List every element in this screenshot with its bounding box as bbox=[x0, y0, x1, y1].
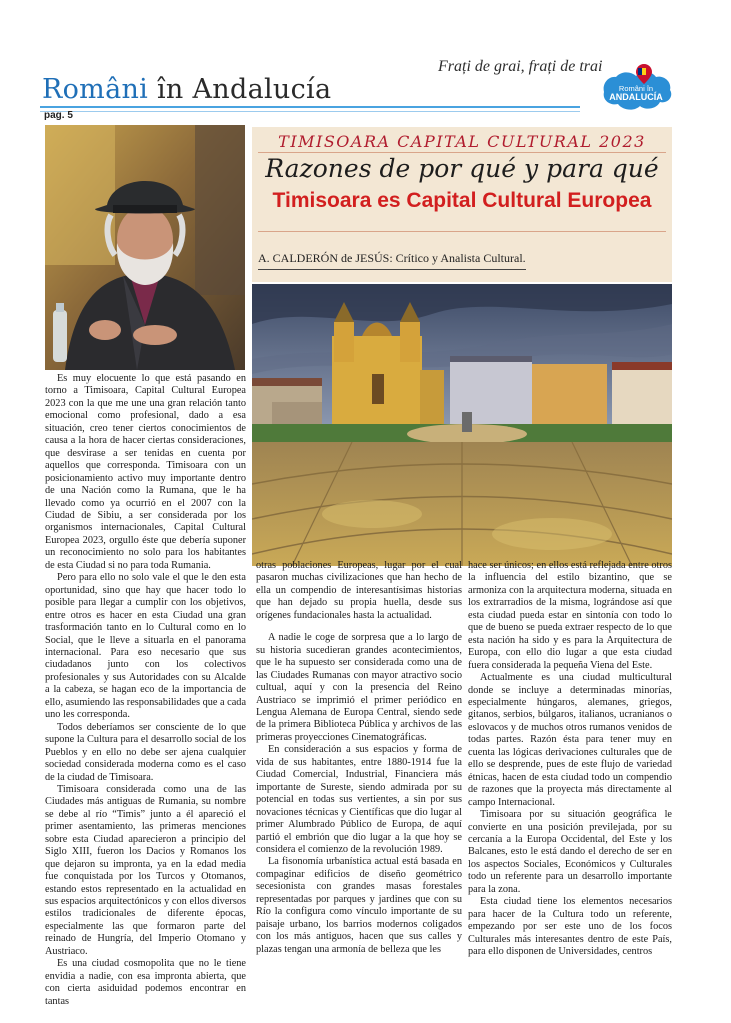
masthead-title-romani: Români bbox=[42, 74, 149, 105]
article-title-line-2: Timisoara es Capital Cultural Europea bbox=[272, 189, 652, 212]
logo-line-2: ANDALUCÍA bbox=[609, 92, 663, 102]
masthead-divider-thin bbox=[40, 111, 580, 112]
article-column-2 bbox=[256, 560, 462, 956]
masthead-divider bbox=[40, 106, 580, 108]
article-column-1 bbox=[45, 373, 246, 1008]
article-column-3 bbox=[468, 560, 672, 959]
article-header bbox=[252, 127, 672, 282]
cathedral-square-photo bbox=[252, 284, 672, 566]
article-title-line-1: Razones de por qué y para qué bbox=[265, 154, 659, 183]
paragraph: Es una ciudad cosmopolita que no le tiene envidia a nadie, con esa impronta abierta, que con cierta asiduidad podemos encontrar en tantas bbox=[45, 958, 246, 1007]
masthead-title bbox=[42, 74, 331, 105]
header-divider-bottom bbox=[258, 231, 666, 232]
paragraph: Timisoara considerada como una de las Ciudades más antiguas de Rumania, su nombre se debe al río “Timis” junto a él apareció el primer asentamiento, las primeras menciones sobre esta Ciudad aparecieron a principio del Siglo XIII, fueron los Dacios y Romanos los que dejaron su impronta, ya en la edad media fue conquistada por los Turcos y Otomanos, estando estos representado en la actualidad en sus espacios arquitectónicos y con ellos diversos estilos tradicionales de diferente épocas, especialmente las que formaron parte del reinado de Hungría, del Imperio Otomano y Austriaco. bbox=[45, 783, 246, 957]
paragraph: Es muy elocuente lo que está pasando en torno a Timisoara, Capital Cultural Europea 2023 con la que me une una gran relación tanto emocional como profesional, dado a esa situación, creo tener ciertos conocimientos de causa a la hora de hacer ciertas consideraciones, que desvirase a ser tenidas en cuenta por aquellos que corresponda. Timisoara con un posicionamiento activo muy importante dentro de una Nación como la Rumana, que le ha llevado como ya ocurrió en el 2007 con la Ciudad de Sibiu, a ser considerada por los organismos internacionales, Capital Cultural Europea 2023, orgullo éste que debería suponer un reconocimiento no solo para los habitantes de esta Ciudad si no para toda Rumania. bbox=[45, 373, 246, 571]
paragraph: Actualmente es una ciudad multicultural donde se incluye a determinadas minorías, especialmente húngaros, alemanes, griegos, gitanos, serbios, búlgaros, italianos, ucranianos o eslovacos y de muchos otros rumanos venidos de todas partes. Razón ésta para tener muy en cuenta las lógicas derivaciones culturales que de ello se desprende, pues de este flujo de variedad étnicas, hacen de esta ciudad todo un compendio de razones que la proyecta más directamente al campo Internacional. bbox=[468, 672, 672, 808]
page-number: pag. 5 bbox=[44, 110, 73, 121]
author-photo bbox=[45, 125, 245, 370]
article-kicker: TIMISOARA CAPITAL CULTURAL 2023 bbox=[278, 132, 646, 151]
paragraph: Timisoara por su situación geográfica le convierte en una posición previlejada, por su cercanía a la Europa Occidental, del Este y los Balcanes, esto le está dando el derecho de ser en los aspectos Sociales, Económicos y Culturales todo un referente para un desarrollo importante para la zona. bbox=[468, 809, 672, 895]
masthead-motto: Frați de grai, frați de trai bbox=[438, 58, 603, 75]
masthead-title-andalucia: în Andalucía bbox=[148, 74, 332, 105]
paragraph: otras poblaciones Europeas, lugar por el cual pasaron muchas civilizaciones que han hecho de ella un compendio de interesantísimas historias que han dejado su propia huella, desde sus orígenes fundacionales hasta la actualidad. bbox=[256, 560, 462, 621]
paragraph: A nadie le coge de sorpresa que a lo largo de su historia sucedieran grandes acontecimientos, que le ha supuesto ser considerada como una de las Ciudades Rumanas con mayor atractivo socio cultual, aquí y con la presencia del Reino Austriaco se imprimió el primer periódico en Lengua Alemana de Europa Central, siendo sede de la primera Biblioteca Pública y archivos de las primeras proyecciones Cinematográficas. bbox=[256, 632, 462, 743]
paragraph: La fisonomía urbanística actual está basada en compaginar edificios de diseño geométrico secesionista con grandes masas forestales representadas por parques y jardines que con su Río la configura como vínculo importante de su paisaje urbano, los barrios modernos coligados con los más antiguos, hacen que sus calles y plazas tengan una armonía de belleza que les bbox=[256, 856, 462, 955]
paragraph: Todos deberíamos ser consciente de lo que supone la Cultura para el desarrollo social de los Pueblos y en ello no debe ser ajena cualquier sociedad considerada moderna como es el caso de la ciudad de Timisoara. bbox=[45, 721, 246, 783]
publication-logo-text bbox=[604, 84, 668, 102]
logo-line-1: Români în bbox=[618, 84, 654, 93]
header-divider-top bbox=[258, 152, 666, 153]
paragraph: Esta ciudad tiene los elementos necesarios para hacer de la Cultura todo un referente, empezando por ser este uno de los focos Culturales más interesantes dentro de este País, para ello disponen de Universidades, centros bbox=[468, 896, 672, 958]
paragraph: hace ser únicos; en ellos está reflejada entre otros la influencia del estilo bizantino, que se armoniza con la arquitectura moderna, situada en los extrarradios de la misma, lográndose así que esta ciudad pueda estar en sintonía con todo lo que de bueno se pueda extraer respecto de lo que esta nación ha sido y es para la Arquitectura de Europa, con ello dio lugar a que esta ciudad fuera considerada la pequeña Viena del Este. bbox=[468, 560, 672, 671]
paragraph: En consideración a sus espacios y forma de vida de sus habitantes, entre 1880-1914 fue la Ciudad Comercial, Industrial, Financiera más importante de Sureste, siendo admirada por su potencial en todas sus vertientes, a sin por sus novaciones técnicas y Científicas que dio lugar al primer Alumbrado Público de Europa, de aquí partió el embrión que dio lugar a la que hoy se considera el comienzo de la revolución 1989. bbox=[256, 744, 462, 855]
byline-underline bbox=[258, 269, 526, 270]
article-byline: A. CALDERÓN de JESÚS: Crítico y Analista Cultural. bbox=[258, 251, 526, 265]
paragraph: Pero para ello no solo vale el que le den esta oportunidad, sino que hay que hacer todo lo posible para llegar a cumplir con los objetivos, entre otros es hacer en esta Ciudad una gran trasformación tanto en lo Cultural como en lo Social, que le lleve a situarla en el panorama internacional. Para eso necesario que sus ciudadanos junto con los colectivos profesionales y sus Autoridades con su Alcalde a la cabeza, se hagan eco de la importancia de ello, asumiendo las responsabilidades que a cada uno les corresponda. bbox=[45, 572, 247, 721]
